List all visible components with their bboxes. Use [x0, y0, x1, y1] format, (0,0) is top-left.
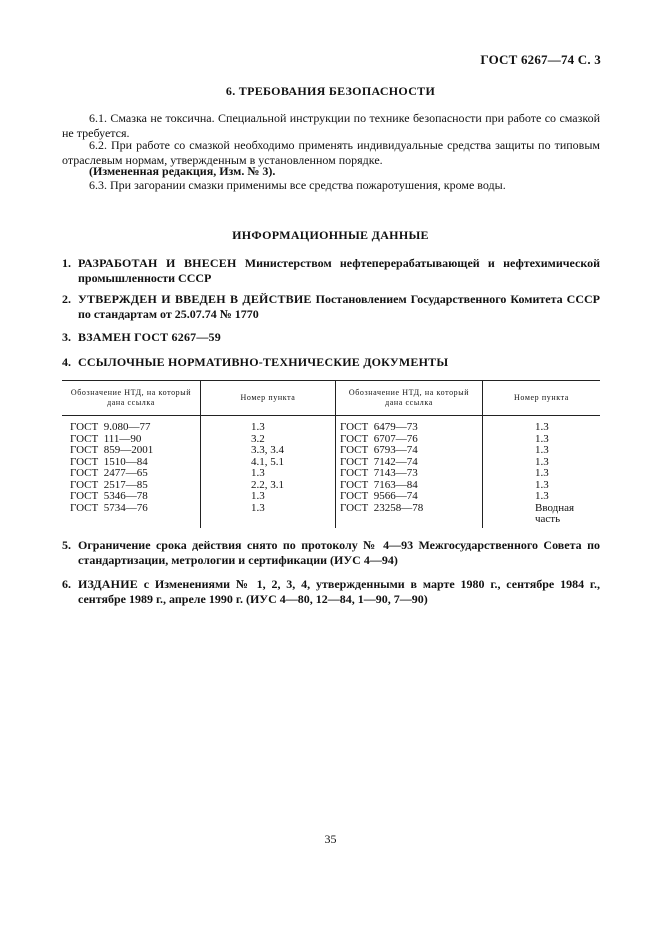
- point-cell: 4.1, 5.1: [201, 457, 336, 469]
- point-cell: 1.3: [483, 491, 601, 503]
- doc-cell: ГОСТ 111—90: [70, 432, 142, 445]
- table-row: [62, 445, 600, 457]
- table-row: [62, 468, 600, 480]
- doc-cell: ГОСТ 9566—74: [336, 491, 483, 503]
- point-cell: 1.3: [483, 480, 601, 492]
- point-cell: 3.2: [201, 434, 336, 446]
- page-number: 35: [324, 832, 337, 846]
- point-cell: 1.3: [201, 503, 336, 528]
- info-item-4: [62, 355, 600, 370]
- doc-cell: ГОСТ 5734—76: [70, 501, 148, 514]
- reference-documents-table: [62, 380, 600, 528]
- info-item-number: 5.: [62, 538, 71, 552]
- info-item-text: Постановлением Государственного Комитета СССР по стандартам от 25.07.74 № 1770: [78, 292, 600, 321]
- doc-cell: ГОСТ 859—2001: [70, 444, 154, 456]
- info-item-number: 4.: [62, 355, 71, 369]
- info-item-text: Министерством нефтеперерабатывающей и нефтехимической промышленности СССР: [78, 256, 600, 285]
- doc-cell: ГОСТ 2517—85: [70, 478, 148, 491]
- point-cell: 1.3: [201, 416, 336, 434]
- header-doc-left: Обозначение НТД, на который дана ссылка: [62, 381, 201, 416]
- header-doc-right: Обозначение НТД, на который дана ссылка: [336, 381, 483, 416]
- info-item-heading: УТВЕРЖДЕН И ВВЕДЕН В ДЕЙСТВИЕ: [78, 292, 312, 306]
- table-row: [62, 503, 600, 528]
- doc-cell: ГОСТ 2477—65: [70, 467, 148, 479]
- point-cell: 1.3: [483, 468, 601, 480]
- point-cell: 1.3: [201, 491, 336, 503]
- header-point-right: Номер пункта: [483, 381, 601, 416]
- table-row: [62, 491, 600, 503]
- point-cell: 3.3, 3.4: [201, 445, 336, 457]
- doc-cell: ГОСТ 6707—76: [336, 434, 483, 446]
- info-section-title: ИНФОРМАЦИОННЫЕ ДАННЫЕ: [232, 228, 429, 242]
- doc-cell: ГОСТ 5346—78: [70, 490, 148, 502]
- info-item-1: [62, 256, 600, 286]
- paragraph-6-1: 6.1. Смазка не токсична. Специальной инструкции по технике безопасности при работе со смазкой не требуется.: [62, 111, 600, 140]
- info-item-text: Ограничение срока действия снято по протоколу № 4—93 Межгосударственного Совета по стандартизации, метрологии и сертификации (ИУС 4—94): [78, 538, 600, 567]
- info-item-number: 2.: [62, 292, 71, 306]
- info-item-number: 1.: [62, 256, 71, 270]
- info-item-text: с Изменениями № 1, 2, 3, 4, утвержденными в марте 1980 г., сентябре 1984 г., сентябре 1989 г., апреле 1990 г. (ИУС 4—80, 12—84, 1—90, 7—90): [78, 577, 600, 606]
- doc-cell: ГОСТ 9.080—77: [70, 421, 151, 433]
- point-cell: 1.3: [483, 416, 601, 434]
- paragraph-6-3: 6.3. При загорании смазки применимы все средства пожаротушения, кроме воды.: [89, 178, 506, 192]
- point-cell: 1.3: [201, 468, 336, 480]
- info-item-heading: ВЗАМЕН ГОСТ 6267—59: [78, 330, 221, 344]
- info-item-number: 6.: [62, 577, 71, 591]
- doc-cell: ГОСТ 7142—74: [336, 457, 483, 469]
- table-header-row: [62, 381, 600, 416]
- point-cell: 1.3: [483, 434, 601, 446]
- info-item-2: [62, 292, 600, 322]
- doc-cell: ГОСТ 1510—84: [70, 455, 148, 468]
- info-item-heading: ИЗДАНИЕ: [78, 577, 138, 591]
- info-item-6: [62, 577, 600, 607]
- doc-cell: ГОСТ 23258—78: [336, 503, 483, 528]
- point-cell: Вводная часть: [483, 503, 601, 528]
- doc-cell: ГОСТ 6793—74: [336, 445, 483, 457]
- info-item-5: [62, 538, 600, 568]
- amendment-note: (Измененная редакция, Изм. № 3).: [89, 164, 276, 178]
- header-point-left: Номер пункта: [201, 381, 336, 416]
- doc-cell: ГОСТ 6479—73: [336, 416, 483, 434]
- info-item-3: [62, 330, 600, 345]
- point-cell: 1.3: [483, 457, 601, 469]
- paragraph-6-2: 6.2. При работе со смазкой необходимо применять индивидуальные средства защиты по типовым отраслевым нормам, утвержденным в установленном порядке.: [62, 138, 600, 167]
- info-item-heading: РАЗРАБОТАН И ВНЕСЕН: [78, 256, 237, 270]
- point-cell: 2.2, 3.1: [201, 480, 336, 492]
- standard-reference: ГОСТ 6267—74 С. 3: [480, 52, 601, 67]
- info-item-number: 3.: [62, 330, 71, 344]
- safety-section-title: 6. ТРЕБОВАНИЯ БЕЗОПАСНОСТИ: [225, 84, 436, 98]
- doc-cell: ГОСТ 7163—84: [336, 480, 483, 492]
- doc-cell: ГОСТ 7143—73: [336, 468, 483, 480]
- info-item-heading: ССЫЛОЧНЫЕ НОРМАТИВНО-ТЕХНИЧЕСКИЕ ДОКУМЕНТЫ: [78, 355, 449, 369]
- point-cell: 1.3: [483, 445, 601, 457]
- table-row: [62, 416, 600, 434]
